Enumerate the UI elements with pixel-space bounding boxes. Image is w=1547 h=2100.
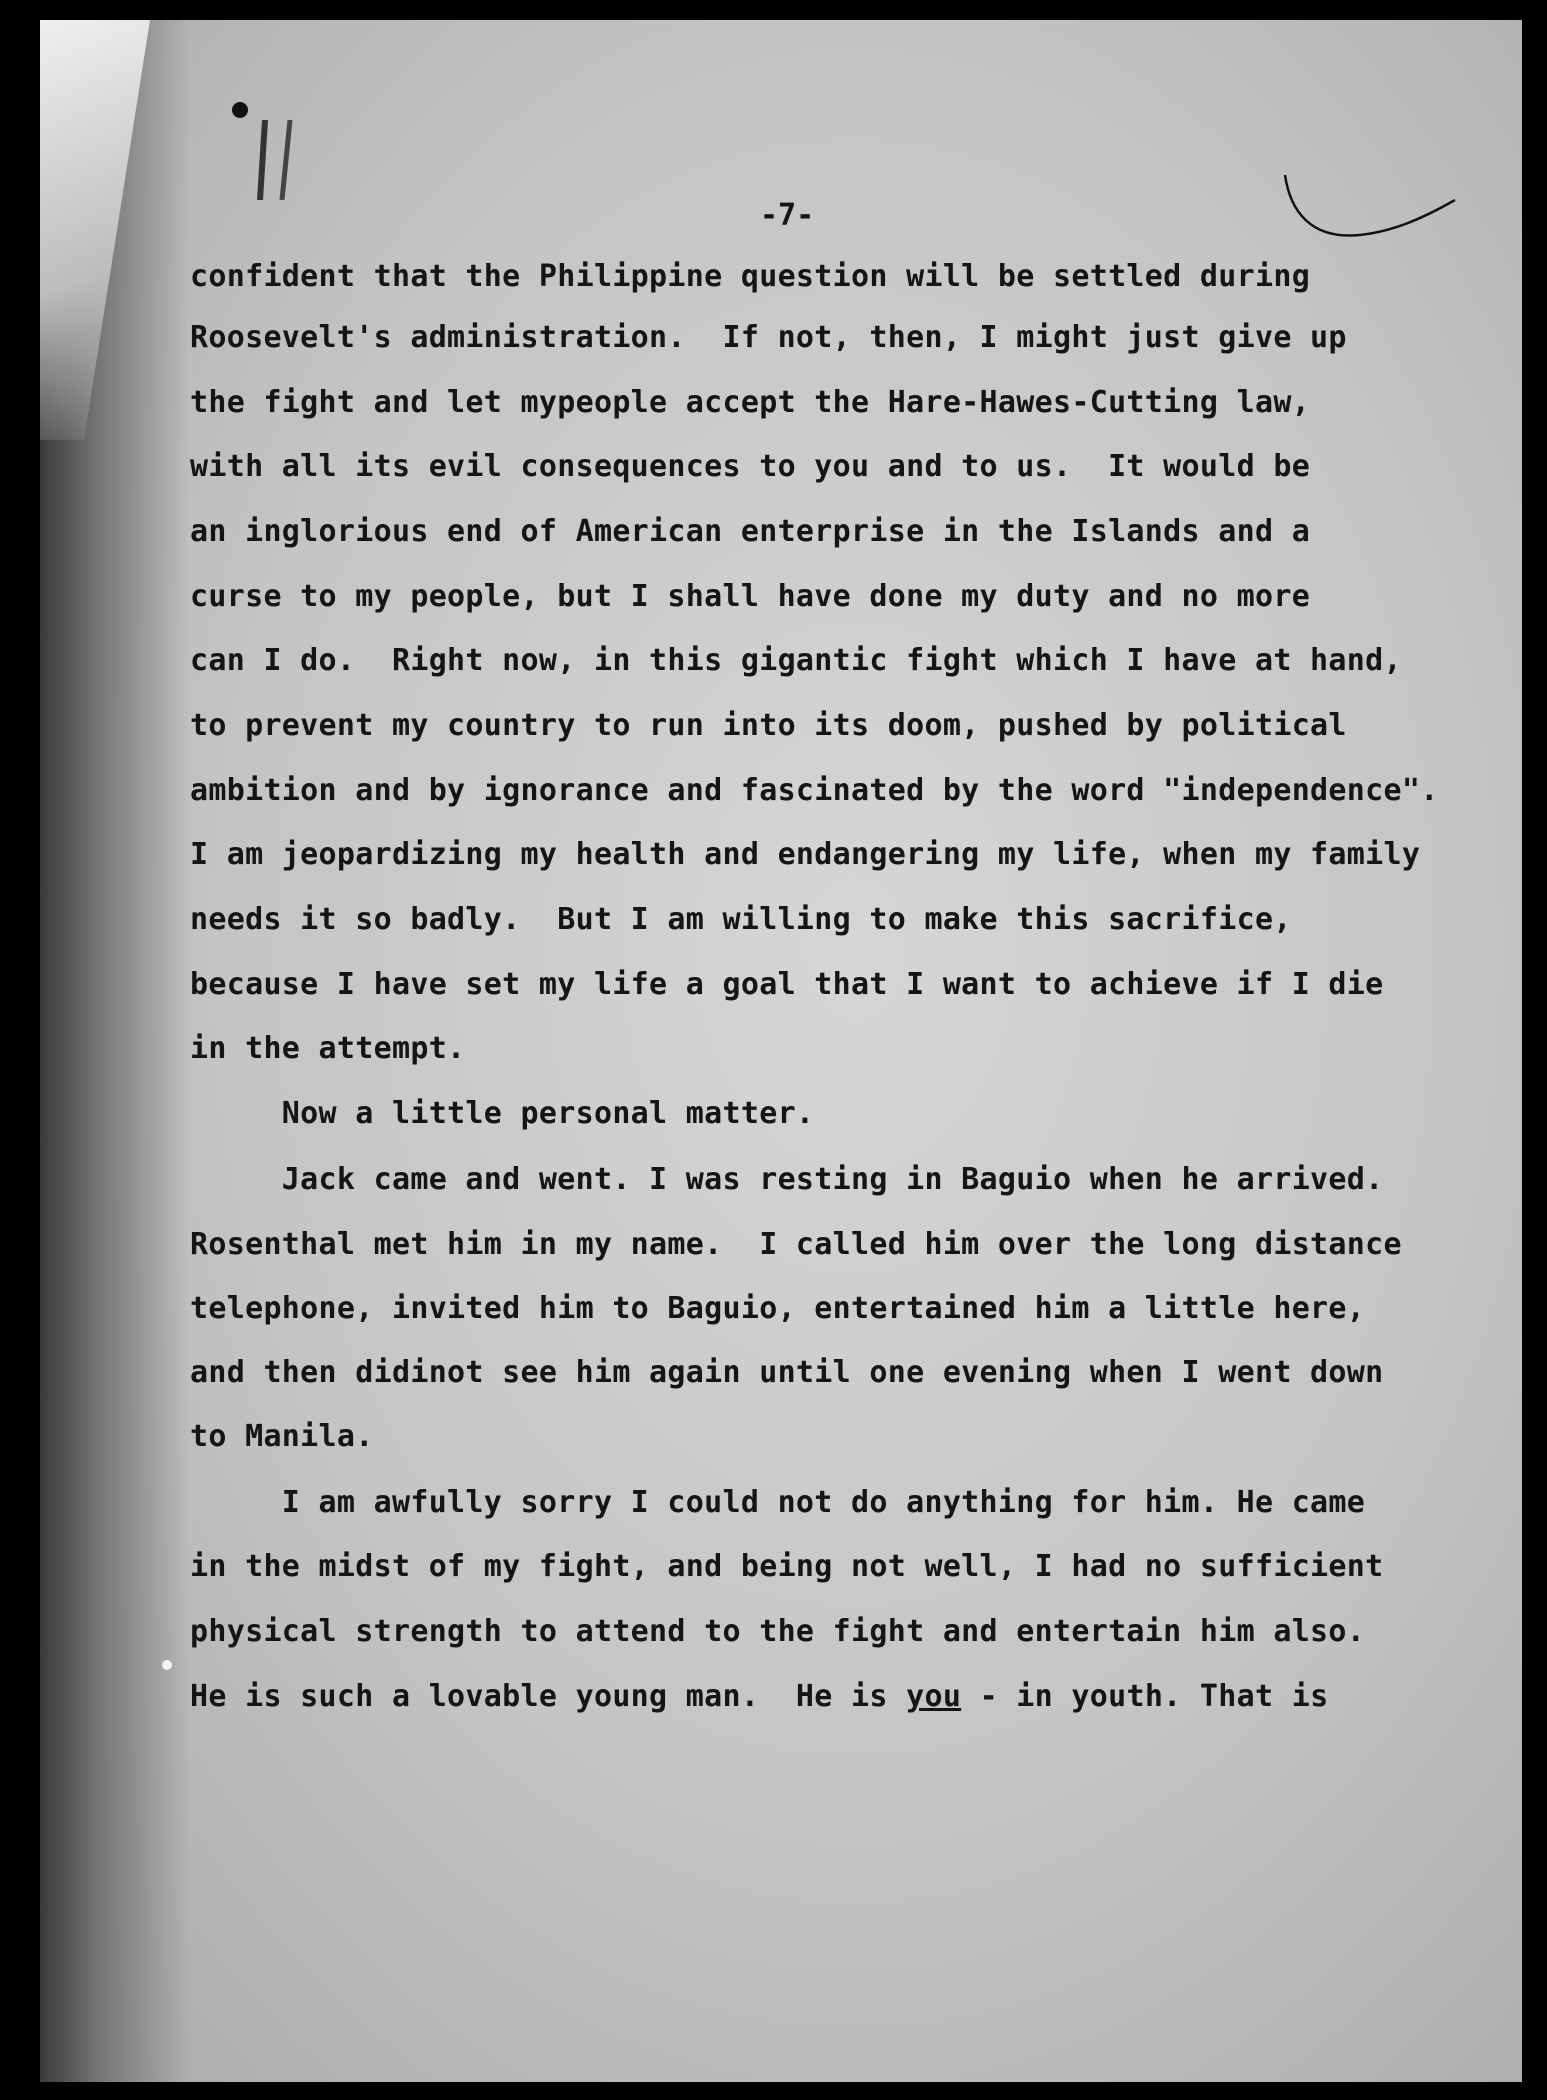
text-line: in the midst of my fight, and being not well, I had no sufficient [190,1549,1384,1584]
text-line: Now a little personal matter. [190,1096,815,1131]
text-line: the fight and let mypeople accept the Hare-Hawes-Cutting law, [190,385,1311,420]
text-segment: - in youth. That is [961,1679,1329,1714]
text-line: confident that the Philippine question will be settled during [190,259,1311,294]
text-line-last [190,1675,1328,1719]
text-line: to prevent my country to run into its doom, pushed by political [190,708,1347,743]
text-line: I am jeopardizing my health and endangering my life, when my family [190,837,1421,872]
text-line: with all its evil consequences to you and to us. It would be [190,449,1311,484]
handwritten-scrawl-mark [1280,170,1460,250]
text-line: in the attempt. [190,1031,466,1066]
text-line: because I have set my life a goal that I want to achieve if I die [190,967,1384,1002]
text-line: Rosenthal met him in my name. I called him over the long distance [190,1227,1402,1262]
document-page [40,20,1522,2082]
underlined-word: you [906,1679,962,1714]
paper-speck [162,1660,172,1670]
text-line: physical strength to attend to the fight and entertain him also. [190,1614,1366,1649]
text-line: telephone, invited him to Baguio, entertained him a little here, [190,1291,1366,1326]
text-line: Jack came and went. I was resting in Baguio when he arrived. [190,1162,1384,1197]
text-segment: He is such a lovable young man. He is [190,1679,907,1714]
page-number: -7- [760,198,815,233]
text-line: I am awfully sorry I could not do anything for him. He came [190,1485,1366,1520]
text-line: to Manila. [190,1419,374,1454]
text-line: Roosevelt's administration. If not, then, I might just give up [190,320,1347,355]
text-line: curse to my people, but I shall have done my duty and no more [190,579,1311,614]
text-line: ambition and by ignorance and fascinated by the word "independence". [190,773,1439,808]
ink-smudge-marks [220,90,340,210]
text-line: and then didinot see him again until one evening when I went down [190,1355,1384,1390]
text-line: can I do. Right now, in this gigantic fight which I have at hand, [190,643,1402,678]
text-line: needs it so badly. But I am willing to make this sacrifice, [190,902,1292,937]
text-line: an inglorious end of American enterprise in the Islands and a [190,514,1311,549]
